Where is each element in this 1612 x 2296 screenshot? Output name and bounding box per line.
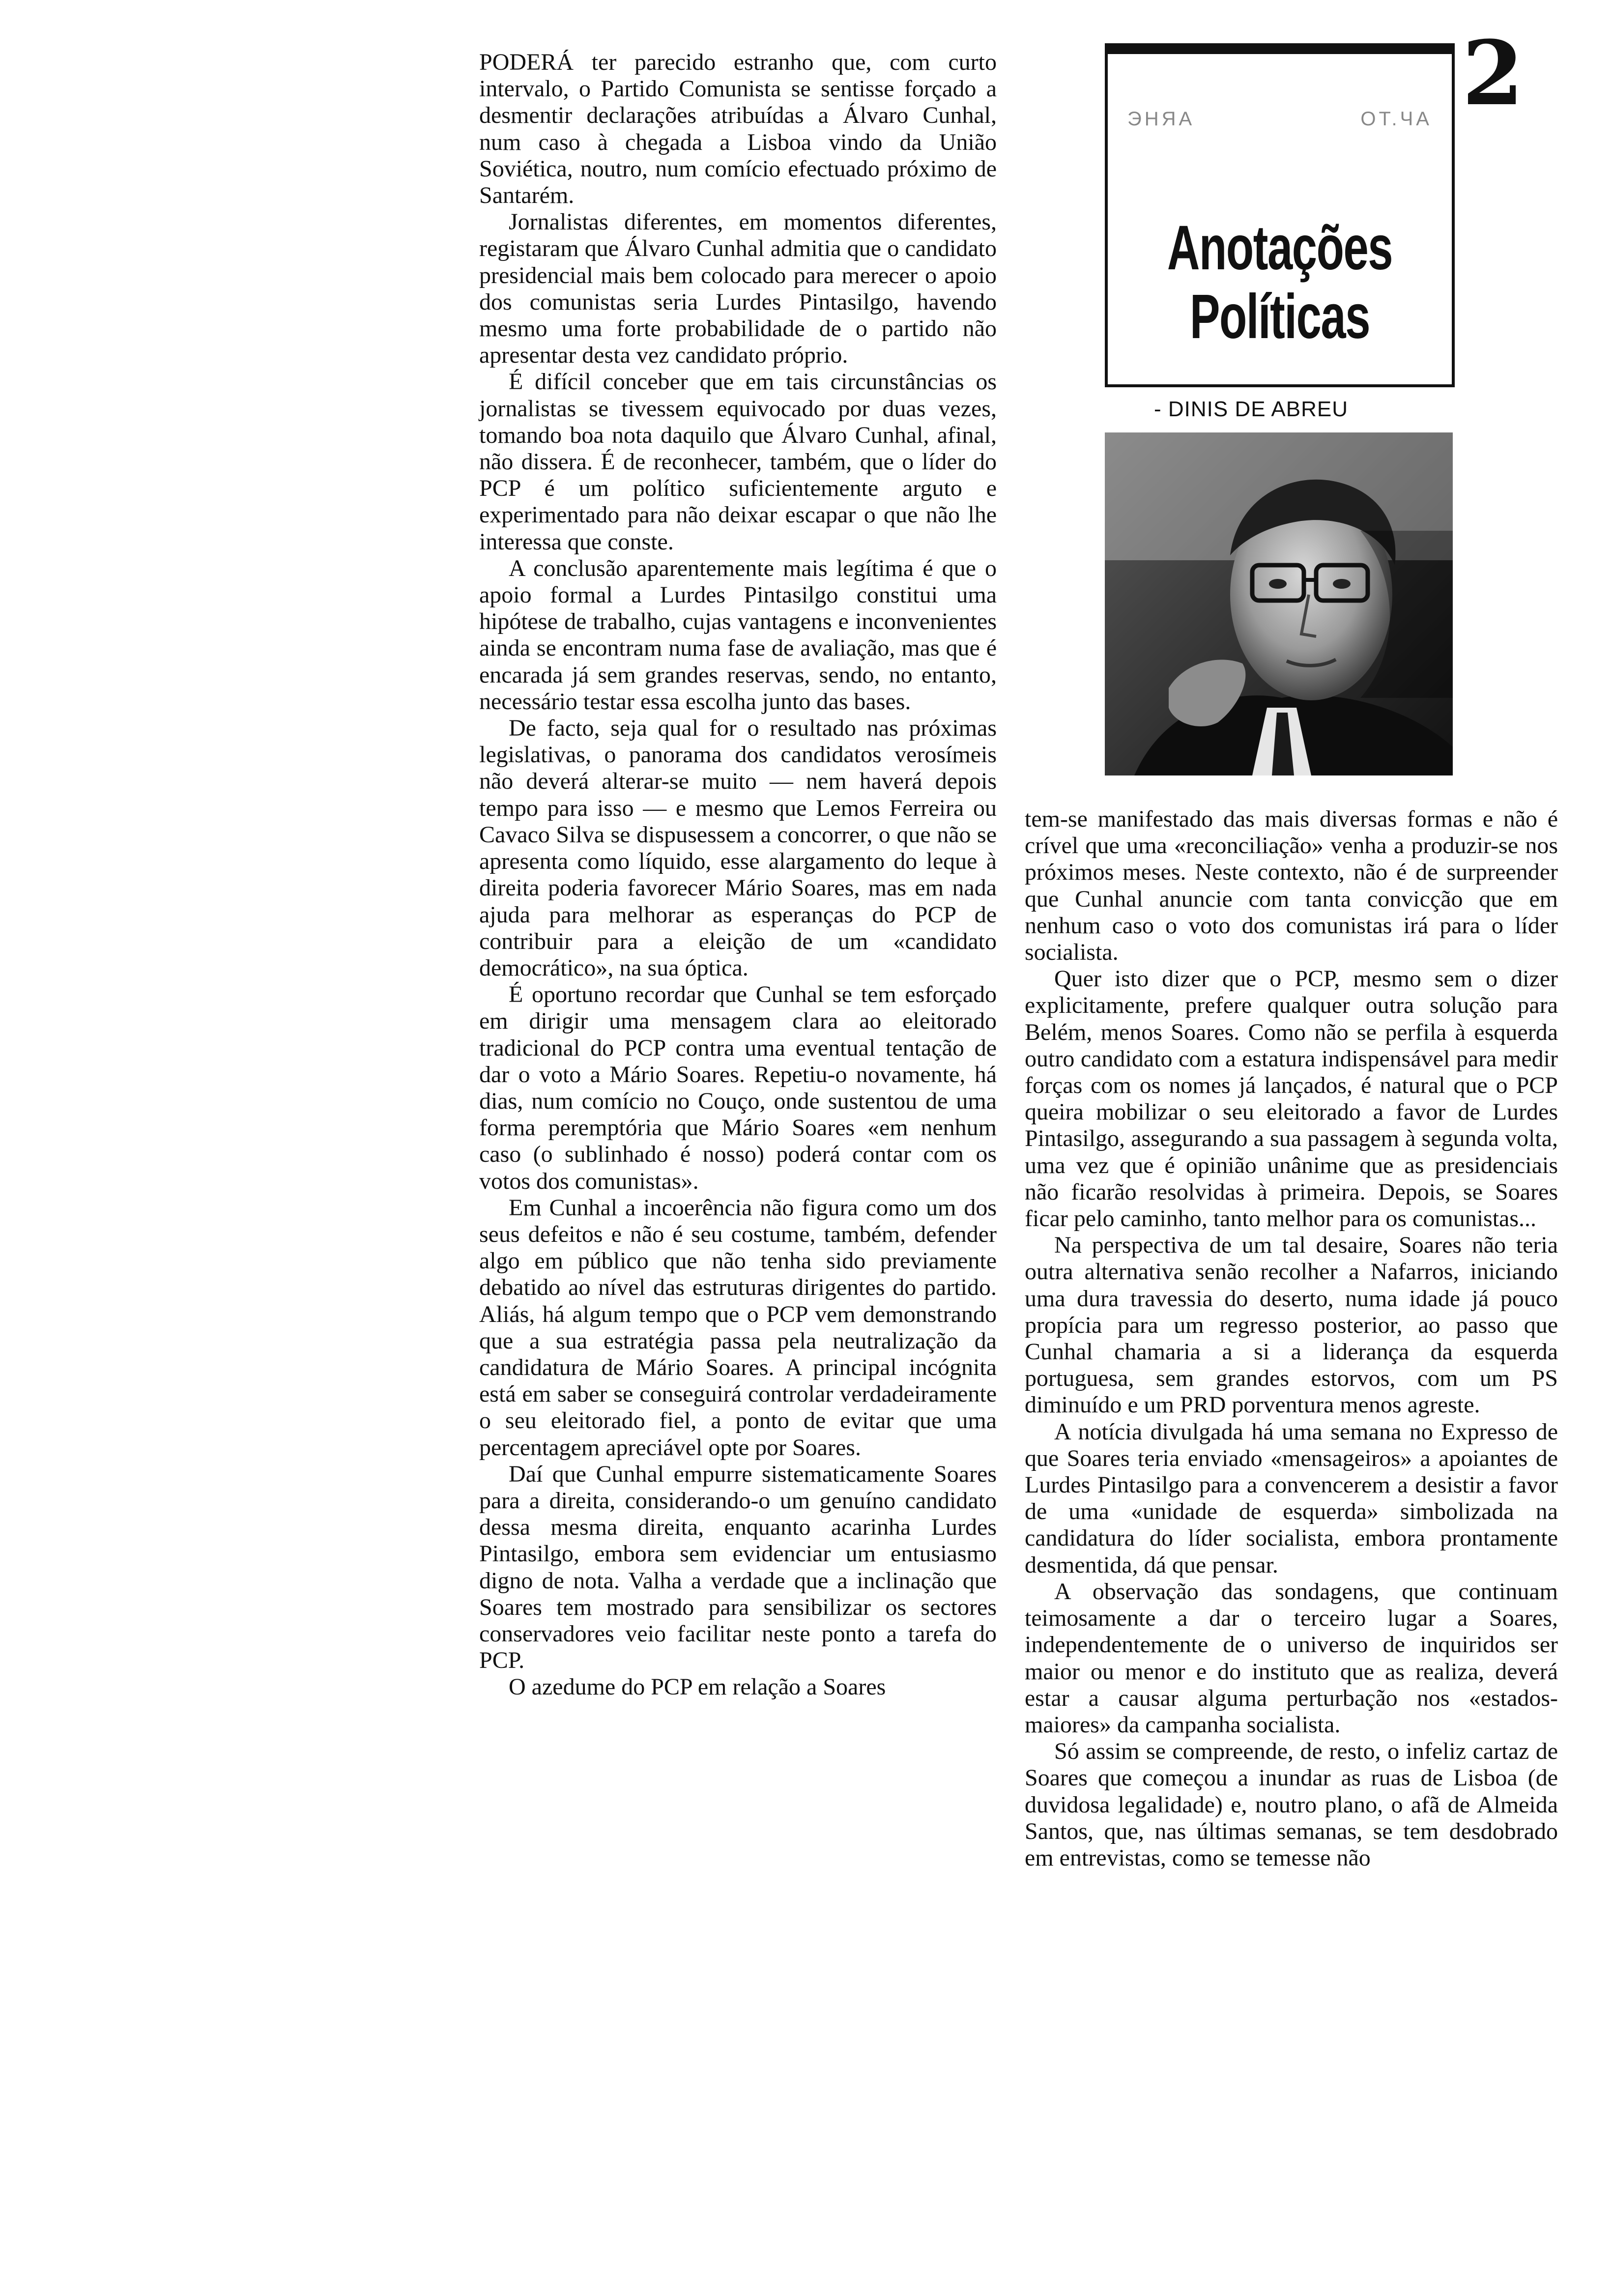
paragraph: A conclusão aparentemente mais legítima é que o apoio formal a Lurdes Pintasilgo constitui uma hipótese de trabalho, cujas vantagens e inconvenientes ainda se encontram numa fase de avaliação, mas que é encarada já sem grandes reservas, sendo, no entanto, necessário testar essa escolha junto das bases. — [479, 555, 997, 715]
portrait-graphic — [1105, 432, 1453, 775]
author-byline: - DINIS DE ABREU — [1154, 397, 1348, 421]
paragraph: Daí que Cunhal empurre sistematicamente Soares para a direita, considerando-o um genuíno candidato dessa mesma direita, enquanto acarinha Lurdes Pintasilgo, embora sem evidenciar um entusiasmo digno de nota. Valha a verdade que a inclinação que Soares tem mostrado para sensibilizar os sectores conservadores veio facilitar neste ponto a tarefa do PCP. — [479, 1461, 997, 1674]
paragraph: Na perspectiva de um tal desaire, Soares não teria outra alternativa senão recolher a Nafarros, iniciando uma dura travessia do deserto, numa idade já pouco propícia para um regresso posterior, ao passo que Cunhal chamaria a si a liderança da esquerda portuguesa, sem grandes estorvos, com um PS diminuído e um PRD porventura menos agreste. — [1025, 1232, 1558, 1418]
paragraph: É oportuno recordar que Cunhal se tem esforçado em dirigir uma mensagem clara ao eleitorado tradicional do PCP contra uma eventual tentação de dar o voto a Mário Soares. Repetiu-o novamente, há dias, num comício no Couço, onde sustentou de uma forma peremptória que Mário Soares «em nenhum caso (o sublinhado é nosso) poderá contar com os votos dos comunistas». — [479, 981, 997, 1194]
paragraph: Só assim se compreende, de resto, o infeliz cartaz de Soares que começou a inundar as ruas de Lisboa (de duvidosa legalidade) e, noutro plano, o afã de Almeida Santos, que, nas últimas semanas, se tem desdobrado em entrevistas, como se temesse não — [1025, 1738, 1558, 1871]
faint-header-text — [1127, 108, 1432, 130]
paragraph: De facto, seja qual for o resultado nas próximas legislativas, o panorama dos candidatos verosímeis não deverá alterar-se muito — nem haverá depois tempo para isso — e mesmo que Lemos Ferreira ou Cavaco Silva se dispusessem a concorrer, o que não se apresenta como líquido, esse alargamento do leque à direita poderia favorecer Mário Soares, mas em nada ajuda para melhorar as esperanças do PCP de contribuir para a eleição de um «candidato democrático», na sua óptica. — [479, 715, 997, 981]
article-column-right — [1025, 806, 1558, 1871]
paragraph: A notícia divulgada há uma semana no Expresso de que Soares teria enviado «mensageiros» a apoiantes de Lurdes Pintasilgo para a convencerem a desistir a favor de uma «unidade de esquerda» simbolizada na candidatura do líder socialista, embora prontamente desmentida, dá que pensar. — [1025, 1418, 1558, 1578]
paragraph: O azedume do PCP em relação a Soares — [509, 1674, 886, 1700]
paragraph: PODERÁ ter parecido estranho que, com curto intervalo, o Partido Comunista se sentisse forçado a desmentir declarações atribuídas a Álvaro Cunhal, num caso à chegada a Lisboa vindo da União Soviética, noutro, num comício efectuado próximo de Santarém. — [479, 49, 997, 209]
faint-header-left: ЭНЯА — [1127, 108, 1195, 130]
faint-header-right: ОТ.ЧА — [1360, 108, 1432, 130]
paragraph: É difícil conceber que em tais circunstâncias os jornalistas se tivessem equivocado por duas vezes, tomando boa nota daquilo que Álvaro Cunhal, afinal, não dissera. É de reconhecer, também, que o líder do PCP é um político suficientemente arguto e experimentado para não deixar escapar o que não lhe interessa que conste. — [479, 369, 997, 555]
paragraph: A observação das sondagens, que continuam teimosamente a dar o terceiro lugar a Soares, independentemente de o universo de inquiridos ser maior ou menor e do instituto que as realiza, deverá estar a causar alguma perturbação nos «estados-maiores» da campanha socialista. — [1025, 1578, 1558, 1738]
article-column-left — [479, 49, 997, 1701]
paragraph: Em Cunhal a incoerência não figura como um dos seus defeitos e não é seu costume, também, defender algo em público que não tenha sido previamente debatido ao nível das estruturas dirigentes do partido. Aliás, há algum tempo que o PCP vem demonstrando que a sua estratégia passa pela neutralização da candidatura de Mário Soares. A principal incógnita está em saber se conseguirá controlar verdadeiramente o seu eleitorado fiel, a ponto de evitar que uma percentagem apreciável opte por Soares. — [479, 1194, 997, 1461]
page-number: 2 — [1462, 22, 1524, 125]
section-title-line1: Anotações — [1167, 213, 1393, 283]
author-portrait-photo — [1105, 432, 1453, 775]
section-title — [1156, 214, 1404, 351]
paragraph: tem-se manifestado das mais diversas formas e não é crível que uma «reconciliação» venha a produzir-se nos próximos meses. Neste contexto, não é de surpreender que Cunhal anuncie com tanta convicção que em nenhum caso o voto dos comunistas irá para o líder socialista. — [1025, 806, 1558, 966]
section-title-line2: Políticas — [1189, 282, 1370, 352]
paragraph: Jornalistas diferentes, em momentos diferentes, registaram que Álvaro Cunhal admitia que o candidato presidencial mais bem colocado para merecer o apoio dos comunistas seria Lurdes Pintasilgo, havendo mesmo uma forte probabilidade de o partido não apresentar desta vez candidato próprio. — [479, 209, 997, 369]
paragraph: Quer isto dizer que o PCP, mesmo sem o dizer explicitamente, prefere qualquer outra solução para Belém, menos Soares. Como não se perfila à esquerda outro candidato com a estatura indispensável para medir forças com os nomes já lançados, é natural que o PCP queira mobilizar o seu eleitorado a favor de Lurdes Pintasilgo, assegurando a sua passagem à segunda volta, uma vez que é opinião unânime que as presidenciais não ficarão resolvidas à primeira. Depois, se Soares ficar pelo caminho, tanto melhor para os comunistas... — [1025, 966, 1558, 1232]
section-header-box — [1105, 43, 1455, 387]
